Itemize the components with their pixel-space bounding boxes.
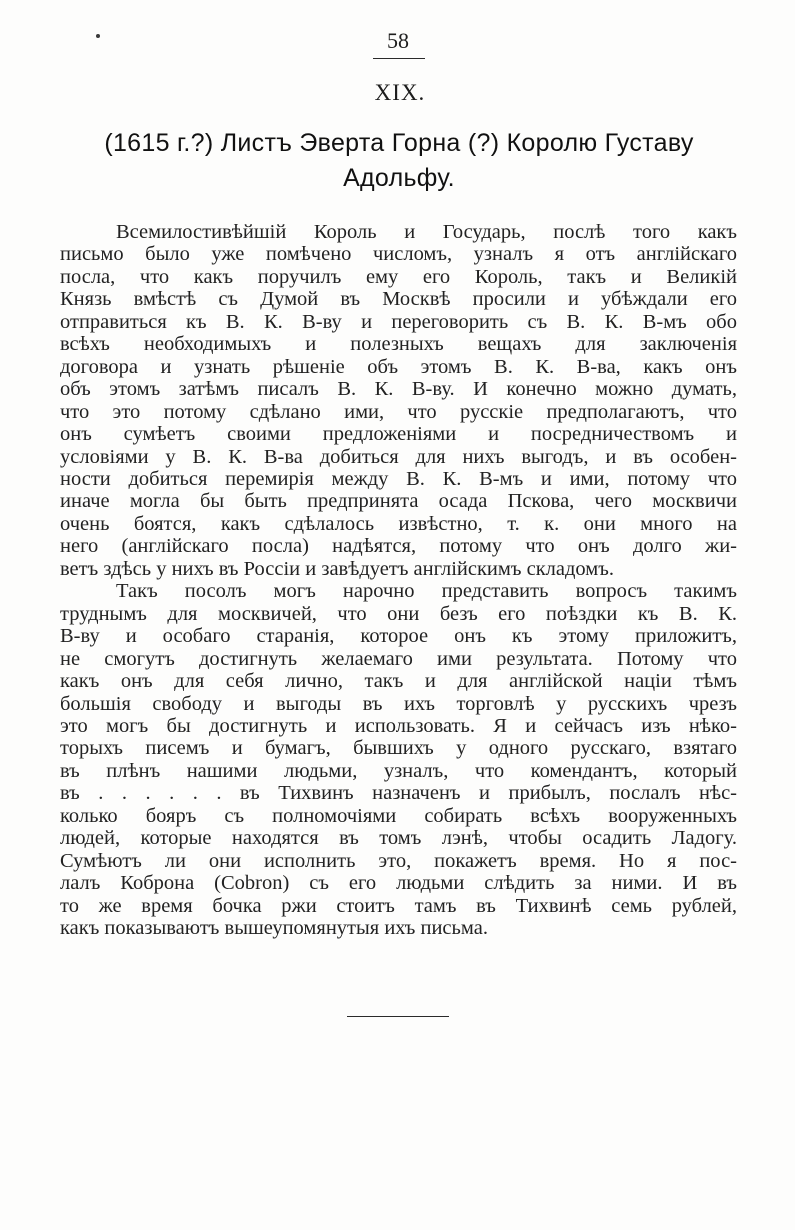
paragraph-line: въ . . . . . . въ Тихвинъ назначенъ и прибылъ, послалъ нѣс- bbox=[60, 782, 737, 805]
paragraph-line: ности добиться перемирія между В. К. В-мъ и ими, потому что bbox=[60, 467, 737, 490]
paragraph-line: Всемилостивѣйшій Король и Государь, послѣ того какъ bbox=[116, 221, 737, 243]
section-number: XIX. bbox=[374, 80, 426, 105]
paragraph-line: В-ву и особаго старанія, которое онъ къ этому приложитъ, bbox=[60, 625, 737, 648]
paragraph-line: торыхъ писемъ и бумагъ, бывшихъ у одного русскаго, взятаго bbox=[60, 737, 737, 760]
paragraph-line: очень боятся, какъ сдѣлалось извѣстно, т. к. они много на bbox=[60, 512, 737, 535]
margin-dot bbox=[96, 34, 100, 38]
paragraph-line: посла, что какъ поручилъ ему его Король, такъ и Великій bbox=[60, 265, 737, 288]
paragraph-line: Князь вмѣстѣ съ Думой въ Москвѣ просили и убѣждали его bbox=[60, 288, 737, 311]
paragraph-line: то же время бочка ржи стоитъ тамъ въ Тихвинѣ семь рублей, bbox=[60, 894, 737, 917]
paragraph-line: людей, которые находятся въ томъ лэнѣ, чтобы осадить Ладогу. bbox=[60, 827, 737, 850]
paragraph-line: отправиться къ В. К. В-ву и переговорить съ В. К. В-мъ обо bbox=[60, 310, 737, 333]
body-text bbox=[60, 221, 737, 940]
document-title-line: Адольфу. bbox=[343, 164, 455, 192]
paragraph-line: онъ сумѣетъ своими предложеніями и посредничествомъ и bbox=[60, 423, 737, 446]
paragraph-line: какъ онъ для себя лично, такъ и для англійской націи тѣмъ bbox=[60, 670, 737, 693]
page-number-rule bbox=[373, 58, 425, 59]
paragraph-line: какъ показываютъ вышеупомянутыя ихъ письма. bbox=[60, 917, 488, 940]
paragraph-line: иначе могла бы быть предпринята осада Пскова, чего москвичи bbox=[60, 490, 737, 513]
paragraph-line: объ этомъ затѣмъ писалъ В. К. В-ву. И конечно можно думать, bbox=[60, 378, 737, 401]
paragraph-line: колько бояръ съ полномочіями собирать всѣхъ вооруженныхъ bbox=[60, 804, 737, 827]
paragraph-line: договора и узнать рѣшеніе объ этомъ В. К. В-ва, какъ онъ bbox=[60, 355, 737, 378]
paragraph-line: труднымъ для москвичей, что они безъ его поѣздки къ В. К. bbox=[60, 602, 737, 625]
paragraph-line: въ плѣнъ нашими людьми, узналъ, что комендантъ, который bbox=[60, 759, 737, 782]
paragraph-line: что это потому сдѣлано ими, что русскіе предполагаютъ, что bbox=[60, 400, 737, 423]
paragraph-line: большія свободу и выгоды въ ихъ торговлѣ у русскихъ чрезъ bbox=[60, 692, 737, 715]
paragraph-line: Сумѣютъ ли они исполнить это, покажетъ время. Но я пос- bbox=[60, 849, 737, 872]
paragraph-line: него (англійскаго посла) надѣятся, потому что онъ долго жи- bbox=[60, 535, 737, 558]
paragraph-line: не смогутъ достигнуть желаемаго ими результата. Потому что bbox=[60, 647, 737, 670]
paragraph-line: это могъ бы достигнуть и использовать. Я и сейчасъ изъ нѣко- bbox=[60, 714, 737, 737]
document-title bbox=[52, 126, 746, 196]
page-number: 58 bbox=[387, 28, 409, 53]
paragraph-line: всѣхъ необходимыхъ и полезныхъ вещахъ для заключенія bbox=[60, 333, 737, 356]
paragraph-line: ветъ здѣсь у нихъ въ Россіи и завѣдуетъ англійскимъ складомъ. bbox=[60, 557, 614, 580]
paragraph-line: Такъ посолъ могъ нарочно представить вопросъ такимъ bbox=[116, 580, 737, 603]
document-title-line: (1615 г.?) Листъ Эверта Горна (?) Королю Густаву bbox=[104, 129, 694, 157]
end-rule bbox=[347, 1016, 449, 1017]
paragraph-line: условіями у В. К. В-ва добиться для нихъ выгодъ, и въ особен- bbox=[60, 445, 737, 468]
paragraph-line: письмо было уже помѣчено числомъ, узналъ я отъ англійскаго bbox=[60, 243, 737, 266]
paragraph-line: лалъ Коброна (Cobron) съ его людьми слѣдить за ними. И въ bbox=[60, 872, 737, 895]
